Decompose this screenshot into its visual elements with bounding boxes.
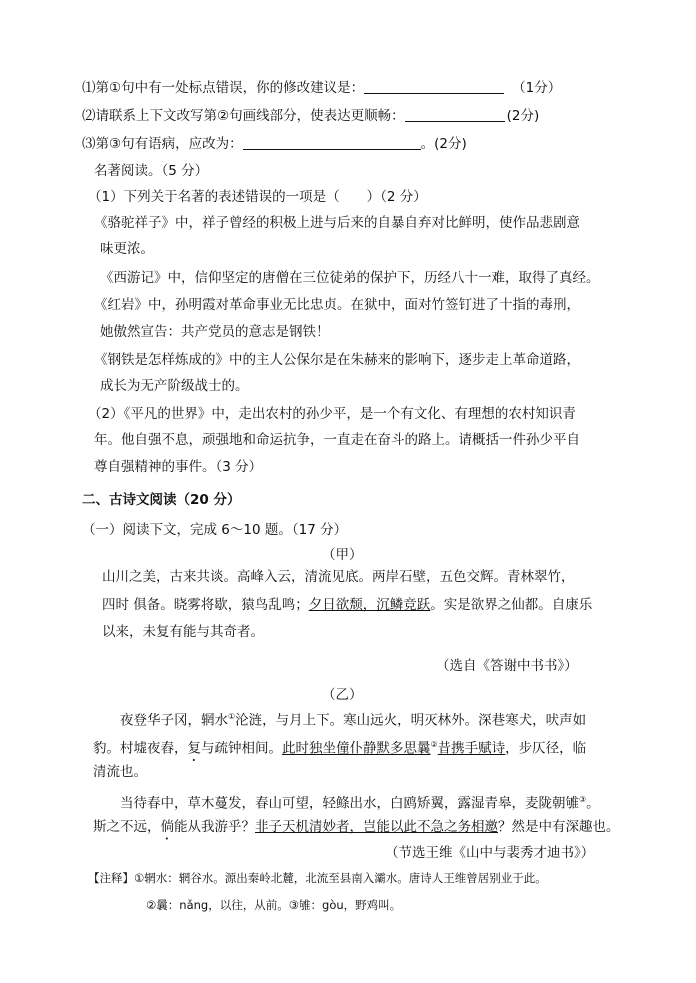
- question-3: [82, 134, 467, 154]
- passage-yi-line-2-a: 豹。村墟夜舂，: [93, 740, 188, 757]
- annotation-line-2: ②曩：nǎng，以往，从前。③雊：gòu，野鸡叫。: [146, 898, 402, 912]
- question-3-score: 。(2分): [420, 136, 467, 152]
- option-1-line-1: 《骆驼祥子》中，祥子曾经的积极上进与后来的自暴自弃对比鲜明，使作品悲剧意: [94, 215, 580, 231]
- passage-yi-line-1: [120, 707, 586, 731]
- passage-yi-line-3: 清流也。: [93, 764, 147, 780]
- option-4-line-1: 《钢铁是怎样炼成的》中的主人公保尔是在朱赫来的影响下，逐步走上革命道路，: [94, 352, 580, 368]
- passage-jia-line-2-b: 。实是欲界之仙都。自康乐: [430, 597, 593, 613]
- passage-jia-underlined: 夕日欲颓，沉鳞竞跃: [308, 597, 431, 613]
- answer-blank-1[interactable]: [364, 79, 504, 94]
- footnote-marker-3: ③: [579, 795, 587, 804]
- emphasized-char-tang: 倘: [160, 819, 174, 835]
- passage-jia-line-1: 山川之美，古来共谈。高峰入云，清流见底。两岸石壁，五色交辉。青林翠竹，: [102, 569, 575, 585]
- passage-yi-line-1-b: 沦涟，与月上下。寒山远火，明灭林外。深巷寒犬，吠声如: [235, 712, 587, 729]
- option-4-line-2: 成长为无产阶级战士的。: [100, 378, 249, 394]
- passage-yi-underlined-1b: 昔携手赋诗: [437, 740, 506, 757]
- reading-title: 名著阅读。（5 分）: [94, 163, 209, 179]
- section-2-heading: 二、古诗文阅读（20 分）: [82, 492, 241, 508]
- passage-yi-source: （节选王维《山中与裴秀才迪书》）: [385, 845, 595, 861]
- passage-yi-line-5-a: 斯之不远，: [93, 819, 161, 835]
- reading-sub-question-2-line-2: 年。他自强不息，顽强地和命运抗争，一直走在奋斗的路上。请概括一件孙少平自: [94, 432, 580, 448]
- passage-yi-line-4-b: 。: [586, 795, 600, 812]
- option-1-line-2: 味更浓。: [100, 241, 154, 257]
- passage-yi-line-4-a: 当待春中，草木蔓发，春山可望，轻鲦出水，白鸥矫翼，露湿青皋，麦陇朝雊: [120, 795, 579, 812]
- passage-yi-line-2-b: 与疏钟相间。: [201, 740, 282, 757]
- passage-yi-line-2-c: ，步仄径，临: [505, 740, 587, 757]
- passage-jia-line-2-a: 四时 俱备。晓雾将歇，猿鸟乱鸣；: [102, 597, 309, 613]
- passage-yi-line-1-a: 夜登华子冈，辋水: [120, 712, 228, 729]
- passage-jia-line-2: [102, 595, 592, 615]
- passage-yi-underlined-1: 此时独坐僮仆静默多思曩: [282, 740, 431, 757]
- question-1: [82, 78, 561, 98]
- passage-yi-line-5-b: 能从我游乎？: [174, 819, 255, 835]
- passage-yi-label: （乙）: [322, 687, 363, 703]
- question-2-text: ⑵请联系上下文改写第②句画线部分，使表达更顺畅：: [82, 108, 405, 124]
- passage-jia-source: （选自《答谢中书书》）: [436, 658, 578, 674]
- question-1-text: ⑴第①句中有一处标点错误，你的修改建议是：: [82, 80, 365, 96]
- reading-sub-question-2-line-1: （2）《平凡的世界》中，走出农村的孙少平，是一个有文化、有理想的农村知识青: [88, 406, 576, 422]
- emphasized-char-fu: 复: [187, 740, 201, 757]
- passage-yi-underlined-2: 非子天机清妙者，岂能以此不急之务相邀: [255, 819, 498, 835]
- annotation-line-1: 【注释】①辋水：辋谷水。源出秦岭北麓，北流至县南入灞水。唐诗人王维曾居别业于此。: [88, 871, 547, 885]
- passage-yi-line-5-c: ？然是中有深趣也。: [498, 819, 620, 835]
- option-2: 《西游记》中，信仰坚定的唐僧在三位徒弟的保护下，历经八十一难，取得了真经。: [100, 270, 600, 286]
- passage-jia-line-3: 以来，未复有能与其奇者。: [102, 624, 264, 640]
- option-3-line-2: 她傲然宣告：共产党员的意志是钢铁！: [100, 324, 330, 340]
- passage-yi-line-2: [93, 735, 586, 765]
- reading-sub-question-1: （1）下列关于名著的表述错误的一项是（ ）（2 分）: [88, 189, 427, 205]
- answer-blank-3[interactable]: [243, 135, 421, 150]
- footnote-marker-1: ①: [228, 712, 236, 721]
- question-2: [82, 106, 539, 126]
- answer-blank-2[interactable]: [405, 107, 505, 122]
- reading-sub-question-2-line-3: 尊自强精神的事件。（3 分）: [94, 459, 263, 475]
- passage-yi-line-4: [120, 790, 600, 814]
- question-2-score: (2分): [506, 108, 540, 124]
- footnote-marker-2: ②: [430, 740, 438, 749]
- question-1-score: （1分）: [512, 80, 562, 96]
- section-2-part-1: （一）阅读下文，完成 6～10 题。（17 分）: [82, 522, 348, 538]
- question-3-text: ⑶第③句有语病，应改为：: [82, 136, 243, 152]
- passage-yi-line-5: [93, 817, 620, 843]
- option-3-line-1: 《红岩》中，孙明霞对革命事业无比忠贞。在狱中，面对竹签钉进了十指的毒刑，: [94, 297, 580, 313]
- passage-jia-label: （甲）: [322, 547, 363, 563]
